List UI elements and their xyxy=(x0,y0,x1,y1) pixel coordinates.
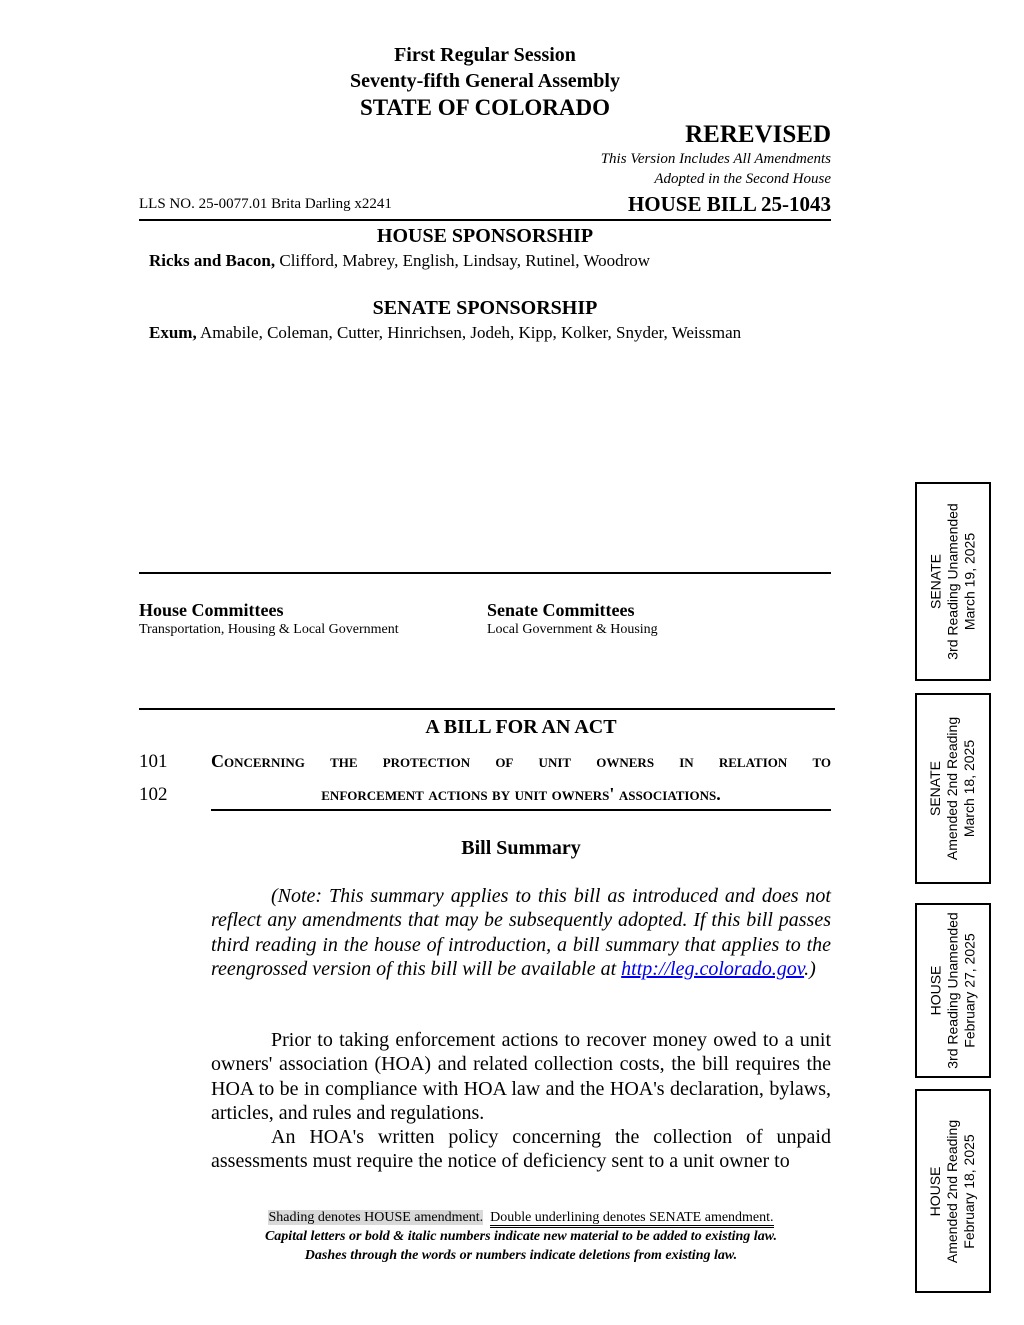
senate-committees-heading: Senate Committees xyxy=(487,600,635,620)
stamp-text xyxy=(928,503,979,659)
senate-second-reading-stamp xyxy=(915,693,991,884)
stamp-text xyxy=(928,912,979,1068)
title-line-102: enforcement actions by unit owners' associations. xyxy=(321,784,721,804)
stamp-chamber: HOUSE xyxy=(927,1166,944,1216)
summary-note xyxy=(211,884,831,981)
stamp-action: 3rd Reading Unamended xyxy=(944,503,961,660)
house-sponsorship-heading: HOUSE SPONSORSHIP xyxy=(376,225,594,247)
house-third-reading-stamp xyxy=(915,903,991,1078)
stamp-action: 3rd Reading Unamended xyxy=(944,912,961,1069)
house-prime-sponsors: Ricks and Bacon, xyxy=(149,251,276,270)
lls-number: LLS NO. 25-0077.01 Brita Darling x2241 xyxy=(139,196,392,212)
dashes-legend: Dashes through the words or numbers indicate deletions from existing law. xyxy=(304,1248,738,1263)
version-note-2: Adopted in the Second House xyxy=(654,171,831,187)
house-sponsors xyxy=(149,251,650,271)
summary-paragraph-2: An HOA's written policy concerning the collection of unpaid assessments must require the notice of deficiency sent to a unit owner to xyxy=(211,1126,831,1173)
title-line-101: Concerning the protection of unit owners in relation to xyxy=(211,751,831,771)
house-second-reading-stamp xyxy=(915,1089,991,1293)
bill-title-rule-top xyxy=(139,708,835,710)
senate-sponsorship-heading: SENATE SPONSORSHIP xyxy=(372,297,598,319)
caps-legend: Capital letters or bold & italic numbers indicate new material to be added to existing law. xyxy=(264,1229,778,1244)
stamp-date: February 18, 2025 xyxy=(961,1133,978,1249)
stamp-date: March 18, 2025 xyxy=(961,739,978,838)
act-heading: A BILL FOR AN ACT xyxy=(425,716,617,738)
committees-rule xyxy=(139,572,831,574)
stamp-text xyxy=(928,717,979,860)
senate-underline-note: Double underlining denotes SENATE amendment. xyxy=(490,1210,773,1228)
senate-sponsors xyxy=(149,323,741,343)
stamp-date: February 27, 2025 xyxy=(961,933,978,1048)
bill-number: HOUSE BILL 25-1043 xyxy=(627,192,831,216)
house-cosponsors: Clifford, Mabrey, English, Lindsay, Rutinel, Woodrow xyxy=(275,251,651,270)
house-committees-list: Transportation, Housing & Local Government xyxy=(139,622,399,637)
line-number-101: 101 xyxy=(139,751,168,772)
leg-website-link[interactable]: http://leg.colorado.gov xyxy=(621,957,805,980)
stamp-text xyxy=(928,1119,979,1262)
senate-third-reading-stamp xyxy=(915,482,991,681)
summary-paragraph-1: Prior to taking enforcement actions to recover money owed to a unit owners' association (HOA) and related collection costs, the bill requires the HOA to be in compliance with HOA law and the HOA's declaration, bylaws, articles, and rules and regulations. xyxy=(211,1029,831,1124)
summary-heading: Bill Summary xyxy=(461,837,581,859)
summary-note-text: (Note: This summary applies to this bill as introduced and does not reflect any amendments that may be subsequently adopted. If this bill passes third reading in the house of introduction, a bill summary that applies to the reengrossed version of this bill will be available at xyxy=(211,885,831,980)
session-title: First Regular Session xyxy=(394,44,576,66)
senate-prime-sponsors: Exum, xyxy=(149,323,197,342)
assembly-title: Seventy-fifth General Assembly xyxy=(350,70,620,92)
version-status: REREVISED xyxy=(685,121,831,148)
senate-cosponsors: Amabile, Coleman, Cutter, Hinrichsen, Jodeh, Kipp, Kolker, Snyder, Weissman xyxy=(196,323,742,342)
house-shading-note: Shading denotes HOUSE amendment. xyxy=(268,1210,484,1225)
stamp-chamber: SENATE xyxy=(927,554,944,609)
house-committees-heading: House Committees xyxy=(139,600,284,620)
state-title: STATE OF COLORADO xyxy=(359,95,611,120)
stamp-chamber: SENATE xyxy=(927,761,944,816)
bill-title-rule-bottom xyxy=(211,809,831,811)
stamp-action: Amended 2nd Reading xyxy=(944,1119,961,1263)
senate-committees-list: Local Government & Housing xyxy=(487,622,658,637)
header-rule xyxy=(139,219,831,221)
summary-body xyxy=(211,1028,831,1174)
summary-note-end: .) xyxy=(804,957,816,980)
amendment-legend xyxy=(211,1210,831,1226)
stamp-date: March 19, 2025 xyxy=(961,532,978,631)
version-note-1: This Version Includes All Amendments xyxy=(600,151,831,167)
stamp-chamber: HOUSE xyxy=(927,965,944,1016)
line-number-102: 102 xyxy=(139,784,168,805)
stamp-action: Amended 2nd Reading xyxy=(944,716,961,861)
